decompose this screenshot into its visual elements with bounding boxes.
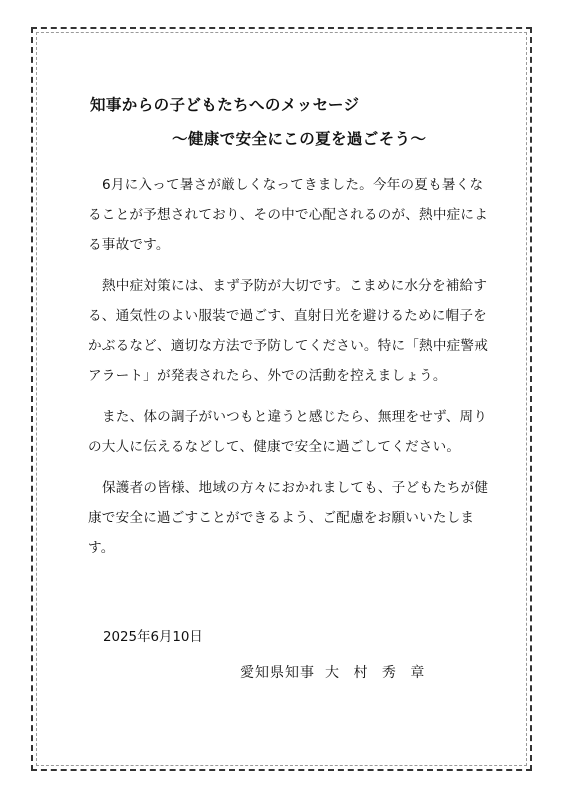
message-title: 知事からの子どもたちへのメッセージ	[90, 96, 360, 114]
signature-title: 愛知県知事	[240, 665, 315, 681]
paragraph-feeling-unwell: また、体の調子がいつもと違うと感じたら、無理をせず、周りの大人に伝えるなどして、健康で安全に過ごしてください。	[88, 409, 488, 455]
paragraph-guardians: 保護者の皆様、地域の方々におかれましても、子どもたちが健康で安全に過ごすことができるよう、ご配慮をお願いいたします。	[88, 480, 489, 556]
letter-date: 2025年6月10日	[103, 630, 203, 645]
signature-name: 大 村 秀 章	[325, 665, 426, 681]
signature	[240, 662, 425, 682]
paragraph-heat-intro: 6月に入って暑さが厳しくなってきました。今年の夏も暑くなることが予想されており、その中で心配されるのが、熱中症による事故です。	[88, 177, 489, 253]
paragraph-prevention: 熱中症対策には、まず予防が大切です。こまめに水分を補給する、通気性のよい服装で過ごす、直射日光を避けるために帽子をかぶるなど、適切な方法で予防してください。特に「熱中症警戒アラート」が発表されたら、外での活動を控えましょう。	[88, 278, 489, 384]
message-subtitle: ～健康で安全にこの夏を過ごそう～	[172, 130, 427, 148]
message-body	[88, 170, 493, 574]
